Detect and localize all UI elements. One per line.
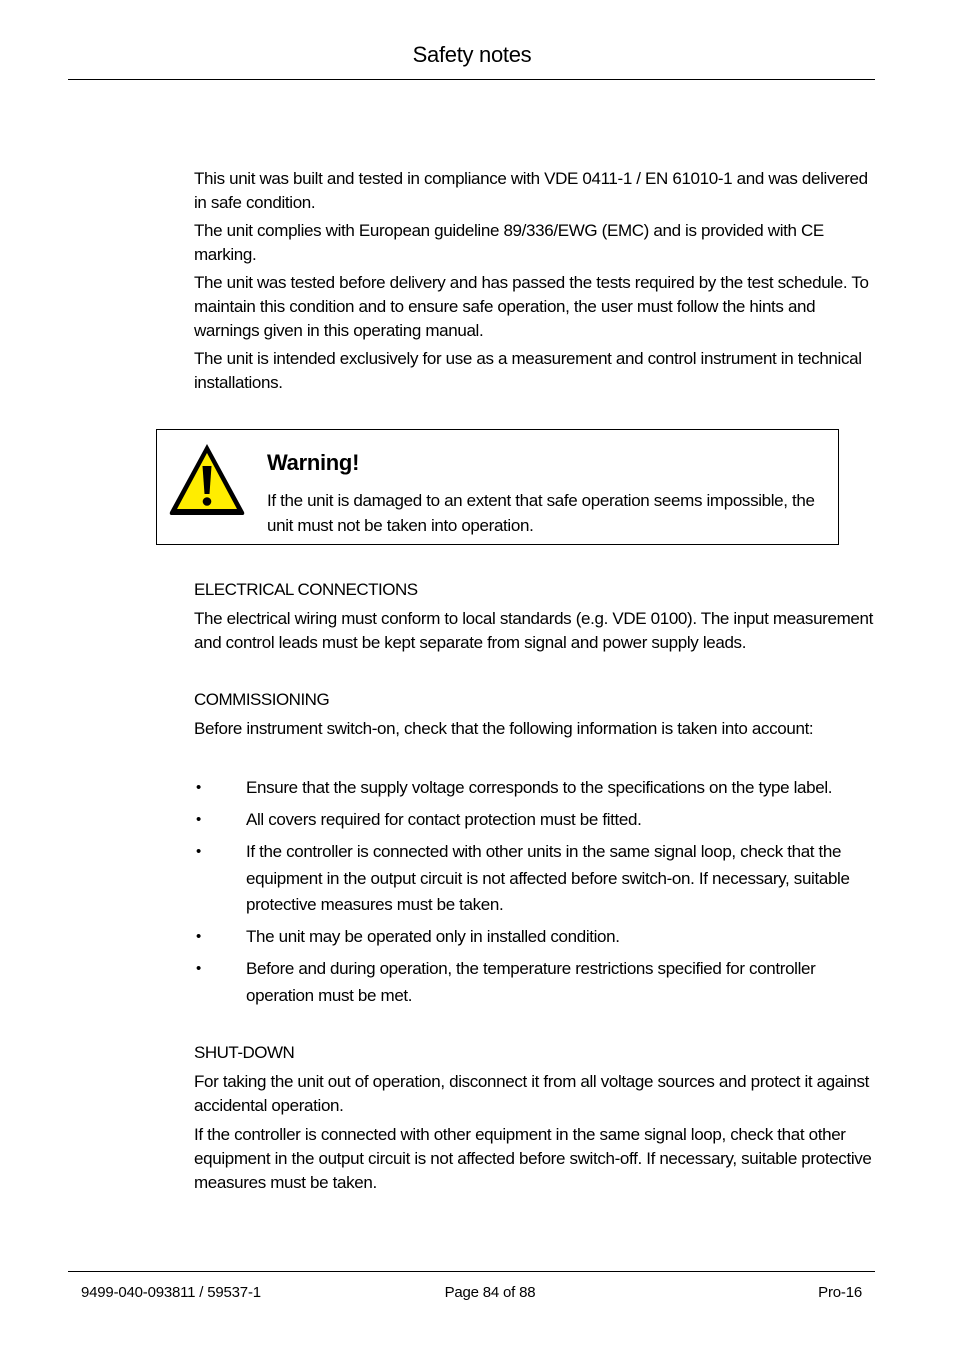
intro-paragraph: The unit is intended exclusively for use as a measurement and control instrument in technical installations. (194, 349, 862, 392)
shutdown-paragraph: For taking the unit out of operation, disconnect it from all voltage sources and protect it against accidental operation. (194, 1072, 870, 1115)
list-item-text: The unit may be operated only in installed condition. (246, 927, 620, 946)
section-heading-commissioning: COMMISSIONING (194, 690, 330, 709)
list-item-text: Before and during operation, the temperature restrictions specified for controller operation must be met. (246, 959, 816, 1005)
commissioning-paragraph: Before instrument switch-on, check that the following information is taken into account: (194, 719, 814, 738)
list-item-text: If the controller is connected with other units in the same signal loop, check that the equipment in the output circuit is not affected before switch-on. If necessary, suitable protective measures must be taken. (246, 842, 850, 914)
warning-text: If the unit is damaged to an extent that safe operation seems impossible, the unit must not be taken into operation. (267, 491, 815, 535)
intro-section (194, 167, 874, 399)
intro-paragraph: The unit was tested before delivery and has passed the tests required by the test schedule. To maintain this condition and to ensure safe operation, the user must follow the hints and warnings given in this operating manual. (194, 273, 869, 340)
shutdown-text (194, 1070, 874, 1200)
warning-title: Warning! (267, 450, 360, 475)
electrical-text (194, 607, 874, 655)
bullet-icon: • (196, 779, 201, 796)
footer-page-number: Page 84 of 88 (444, 1284, 536, 1301)
footer-divider (68, 1271, 875, 1272)
bullet-icon: • (196, 843, 201, 860)
intro-paragraph: The unit complies with European guideline 89/336/EWG (EMC) and is provided with CE marking. (194, 221, 824, 264)
commissioning-checklist (194, 775, 874, 1015)
section-heading-shutdown: SHUT-DOWN (194, 1043, 295, 1062)
list-item (194, 775, 874, 802)
list-item-text: Ensure that the supply voltage corresponds to the specifications on the type label. (246, 778, 833, 797)
warning-triangle-icon (166, 440, 248, 518)
list-item-text: All covers required for contact protection must be fitted. (246, 810, 642, 829)
section-heading-electrical: ELECTRICAL CONNECTIONS (194, 580, 418, 599)
footer-doc-number: 9499-040-093811 / 59537-1 (81, 1284, 261, 1301)
list-item (194, 924, 874, 951)
list-item (194, 956, 874, 1009)
bullet-icon: • (196, 811, 201, 828)
footer-product: Pro-16 (818, 1284, 862, 1301)
list-item (194, 807, 874, 834)
bullet-icon: • (196, 960, 201, 977)
page-title: Safety notes (412, 42, 532, 67)
electrical-paragraph: The electrical wiring must conform to local standards (e.g. VDE 0100). The input measurement and control leads must be kept separate from signal and power supply leads. (194, 609, 873, 652)
bullet-icon: • (196, 928, 201, 945)
header-divider (68, 79, 875, 80)
shutdown-paragraph: If the controller is connected with other equipment in the same signal loop, check that other equipment in the output circuit is not affected before switch-off. If necessary, suitable protective measures must be taken. (194, 1125, 872, 1192)
list-item (194, 839, 874, 919)
warning-box (156, 429, 839, 545)
intro-paragraph: This unit was built and tested in compliance with VDE 0411-1 / EN 61010-1 and was delivered in safe condition. (194, 169, 868, 212)
commissioning-text (194, 717, 874, 741)
